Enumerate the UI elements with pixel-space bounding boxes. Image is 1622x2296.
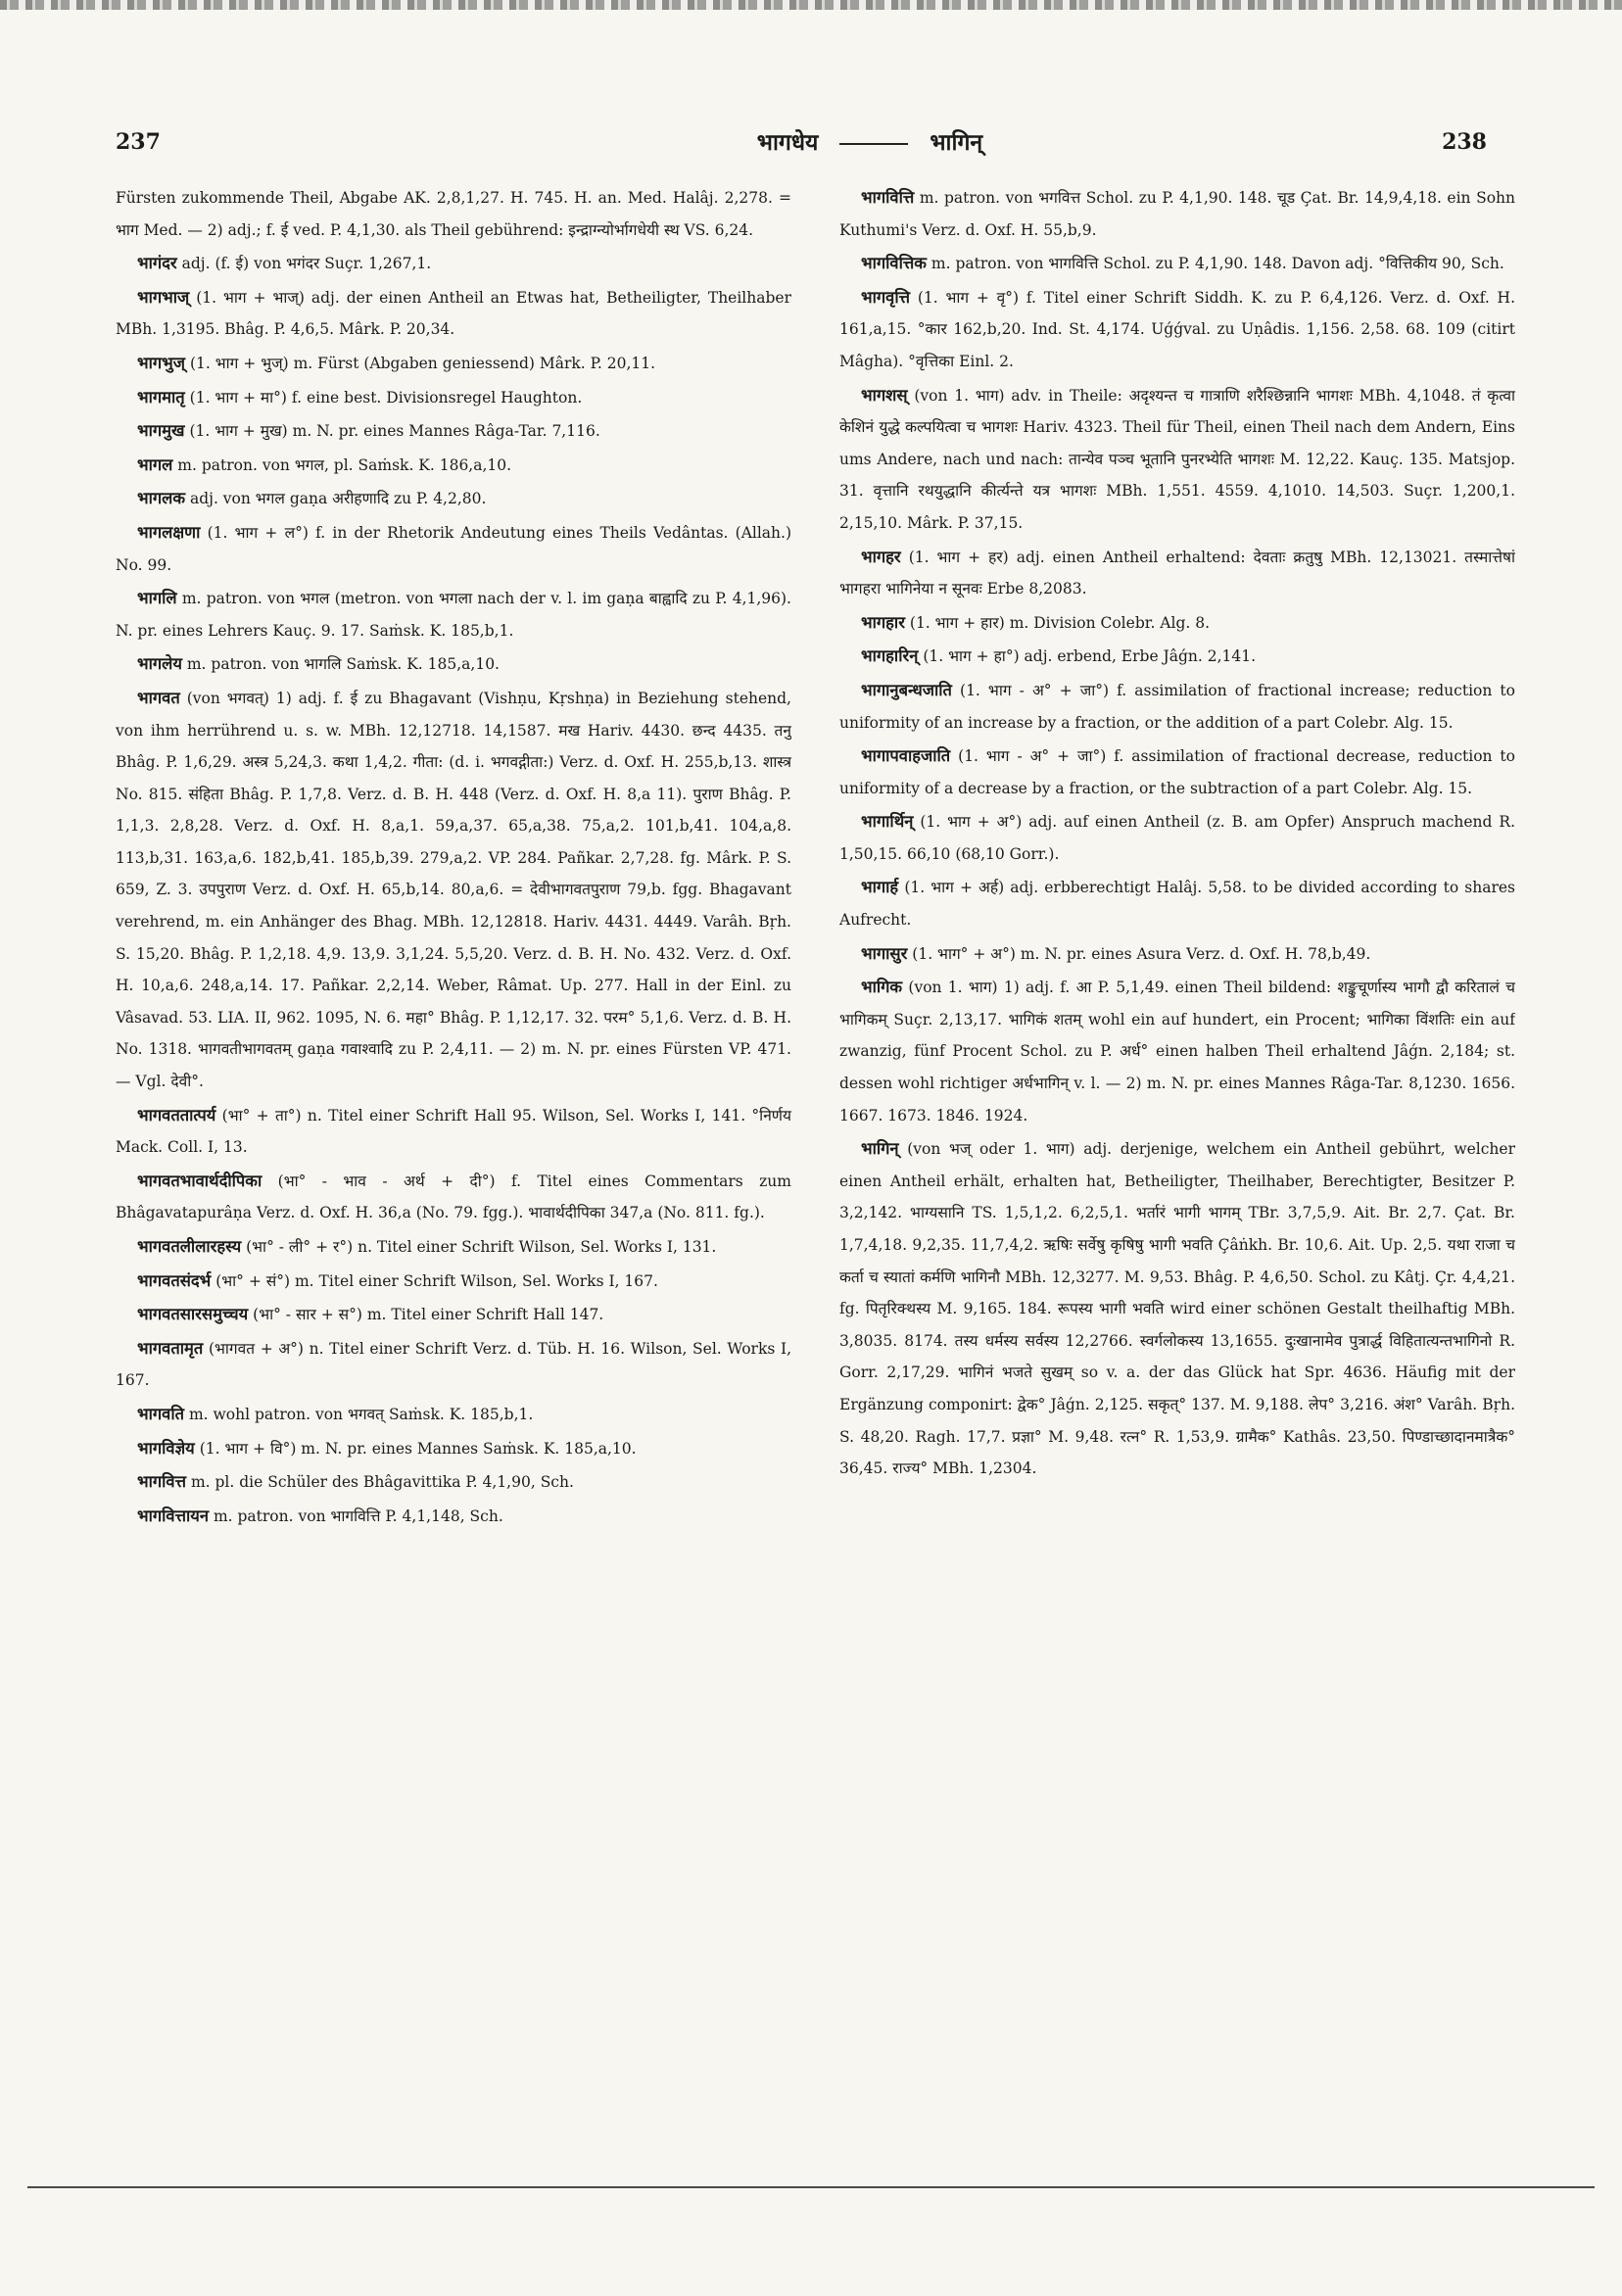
dictionary-entry — [839, 972, 1515, 1131]
entry-headword: भागासुर — [861, 943, 908, 963]
dictionary-entry — [116, 1266, 791, 1298]
dictionary-entry — [839, 675, 1515, 739]
entry-headword: भागभाज् — [137, 287, 190, 307]
dictionary-entry — [116, 1231, 791, 1264]
dictionary-entry — [116, 1399, 791, 1431]
entry-text: m. patron. von भागलि Saṁsk. K. 185,a,10. — [186, 655, 500, 674]
entry-text: (भा° - सार + स°) m. Titel einer Schrift Hall 147. — [253, 1306, 604, 1324]
dictionary-entry — [116, 583, 791, 646]
entry-headword: भागार्ह — [861, 878, 899, 897]
entry-text: (1. भाग + भुज्) m. Fürst (Abgaben geniessend) Mârk. P. 20,11. — [189, 354, 656, 372]
entry-headword: भागार्थिन् — [861, 812, 914, 832]
entry-text: adj. (f. ई) von भगंदर Suçr. 1,267,1. — [181, 255, 432, 273]
dictionary-entry — [116, 648, 791, 681]
entry-text: (1. भाग + हर) adj. einen Antheil erhaltend: देवताः क्रतुषु MBh. 12,13021. तस्मात्तेषां भागहरा भागिनेया न सूनवः Erbe 8,2083. — [839, 548, 1515, 598]
left-column — [116, 182, 791, 2092]
dictionary-entry — [839, 182, 1515, 246]
entry-headword: भागमातृ — [137, 387, 185, 407]
dictionary-entry — [116, 1299, 791, 1331]
entry-text: (von 1. भाग) adv. in Theile: अदृश्यन्त च गात्राणि शरैश्छिन्नानि भागशः MBh. 4,1048. तं कृत्वा केशिनं युद्धे कल्पयित्वा च भागशः Hariv. 4323. Theil für Theil, einen Theil nach dem Andern, Eins ums Andere, nach und nach: तान्येव पञ्च भूतानि पुनरभ्येति भागशः M. 12,22. Kauç. 135. Matsjop. 31. वृत्तानि रथयुद्धानि कीर्त्यन्ते यत्र भागशः MBh. 1,551. 4559. 4,1010. 14,503. Suçr. 1,200,1. 2,15,10. Mârk. P. 37,15. — [839, 386, 1515, 532]
dictionary-entry — [116, 415, 791, 448]
entry-headword: भागहारिन् — [861, 646, 919, 666]
entry-text: m. wohl patron. von भगवत् Saṁsk. K. 185,b,1. — [188, 1405, 534, 1423]
entry-headword: भागलक्षणा — [137, 522, 201, 542]
right-page-number: 238 — [1442, 129, 1487, 155]
dictionary-entry — [116, 1501, 791, 1533]
entry-text: Fürsten zukommende Theil, Abgabe AK. 2,8,1,27. H. 745. H. an. Med. Halâj. 2,278. = भाग Med. — 2) adj.; f. ई ved. P. 4,1,30. als Theil gebührend: इन्द्राग्न्योर्भागधेयी स्थ VS. 6,24. — [116, 189, 791, 239]
dictionary-entry — [839, 938, 1515, 971]
entry-text: (1. भाग + हा°) adj. erbend, Erbe Jâǵn. 2,141. — [923, 647, 1257, 666]
entry-text: m. patron. von भगल, pl. Saṁsk. K. 186,a,10. — [177, 455, 512, 474]
entry-text: (1. भाग + भाज्) adj. der einen Antheil an Etwas hat, Betheiligter, Theilhaber MBh. 1,3195. Bhâg. P. 4,6,5. Mârk. P. 20,34. — [116, 288, 791, 339]
dictionary-entry — [116, 483, 791, 515]
entry-headword: भागवतलीलारहस्य — [137, 1237, 242, 1256]
dictionary-entry — [839, 380, 1515, 540]
entry-headword: भागलेय — [137, 654, 182, 674]
entry-text: (1. भाग + अर्ह) adj. erbberechtigt Halâj. 5,58. to be divided according to shares Aufrecht. — [839, 879, 1515, 930]
entry-text: m. patron. von भागवित्ति Schol. zu P. 4,1,90. 148. Davon adj. °वित्तिकीय 90, Sch. — [930, 255, 1504, 273]
entry-text: (1. भाग + ल°) f. in der Rhetorik Andeutung eines Theils Vedântas. (Allah.) No. 99. — [116, 523, 791, 574]
entry-headword: भागलक — [137, 489, 186, 508]
dictionary-entry — [116, 517, 791, 581]
entry-headword: भागवततात्पर्य — [137, 1105, 216, 1124]
entry-text: (1. भाग - अ° + जा°) f. assimilation of fractional decrease, reduction to uniformity of a decrease by a fraction, or the subtraction of a part Colebr. Alg. 15. — [839, 747, 1515, 797]
entry-headword: भागलि — [137, 589, 177, 608]
entry-headword: भागविज्ञेय — [137, 1438, 195, 1458]
entry-headword: भागिन् — [861, 1139, 899, 1159]
dictionary-entry — [839, 607, 1515, 640]
entry-text: m. patron. von भगल (metron. von भगला nach der v. l. im gaṇa बाह्वादि zu P. 4,1,96). N. pr. eines Lehrers Kauç. 9. 17. Saṁsk. K. 185,b,1. — [116, 590, 791, 640]
dictionary-entry — [116, 1166, 791, 1229]
dictionary-entry — [839, 542, 1515, 605]
entry-headword: भागहर — [861, 547, 901, 566]
entry-text: (भागवत + अ°) n. Titel einer Schrift Verz. d. Tüb. H. 16. Wilson, Sel. Works I, 167. — [116, 1339, 791, 1390]
dictionary-entry — [116, 348, 791, 380]
scan-edge — [0, 0, 1622, 10]
dictionary-entry — [116, 1100, 791, 1164]
entry-headword: भागवतभावार्थदीपिका — [137, 1171, 262, 1190]
dictionary-entry — [839, 872, 1515, 935]
entry-headword: भागवत — [137, 688, 180, 707]
entry-headword: भागवतसंदर्भ — [137, 1270, 212, 1290]
entry-text: (भा° + सं°) m. Titel einer Schrift Wilson, Sel. Works I, 167. — [215, 1271, 658, 1290]
dictionary-entry — [116, 1433, 791, 1465]
dictionary-entry — [116, 282, 791, 346]
entry-headword: भागमुख — [137, 421, 185, 441]
dictionary-entry — [116, 1333, 791, 1397]
running-title-left: भागधेय — [756, 129, 819, 156]
page-header — [116, 125, 1487, 168]
entry-text: (1. भाग + मा°) f. eine best. Divisionsregel Haughton. — [189, 388, 583, 407]
entry-text: (भा° + ता°) n. Titel einer Schrift Hall 95. Wilson, Sel. Works I, 141. °निर्णय Mack. Coll. I, 13. — [116, 1106, 791, 1157]
entry-headword: भागंदर — [137, 254, 177, 273]
entry-headword: भागवित्तायन — [137, 1506, 210, 1525]
entry-text: adj. von भगल gaṇa अरीहणादि zu P. 4,2,80. — [189, 490, 487, 508]
entry-text: (von भज् oder 1. भाग) adj. derjenige, welchem ein Antheil gebührt, welcher einen Antheil erhält, erhalten hat, Betheiligter, Theilhaber, Berechtigter, Besitzer P. 3,2,142. भाग्यसानि TS. 1,5,1,2. 6,2,5,1. भर्तारं भागी भागम् TBr. 3,7,5,9. Ait. Br. 2,7. Çat. Br. 1,7,4,18. 9,2,35. 11,7,4,2. ऋषिः सर्वेषु कृषिषु भागी भवति Çâṅkh. Br. 10,6. Ait. Up. 2,5. यथा राजा च कर्ता च स्यातां कर्मणि भागिनौ MBh. 12,3277. M. 9,53. Bhâg. P. 4,6,50. Schol. zu Kâtj. Çr. 4,4,21. fg. पितृरिक्थस्य M. 9,165. 184. रूपस्य भागी भवति wird einer schönen Gestalt theilhaftig MBh. 3,8035. 8174. तस्य धर्मस्य सर्वस्य 12,2766. स्वर्गलोकस्य 13,1655. दुःखानामेव पुत्रार्द्ध विहितात्यन्तभागिनो R. Gorr. 2,17,29. भागिनं भजते सुखम् so v. a. der das Glück hat Spr. 4636. Häufig mit der Ergänzung componirt: द्वेक° Jâǵn. 2,125. सकृत्° 137. M. 9,188. लेप° 3,216. अंश° Varâh. Bṛh. S. 48,20. Ragh. 17,7. प्रज्ञा° M. 9,48. रत्न° R. 1,53,9. ग्रामैक° Kathâs. 23,50. पिण्डाच्छादानमात्रैक° 36,45. राज्य° MBh. 1,2304. — [839, 1140, 1515, 1478]
dictionary-entry — [839, 1133, 1515, 1485]
entry-headword: भागापवाहजाति — [861, 746, 951, 766]
dictionary-entry — [116, 182, 791, 246]
dictionary-entry — [116, 683, 791, 1098]
entry-headword: भागानुबन्धजाति — [861, 680, 952, 699]
dictionary-entry — [116, 450, 791, 482]
entry-headword: भागिक — [861, 978, 903, 997]
dictionary-entry — [116, 1466, 791, 1499]
dictionary-entry — [839, 741, 1515, 804]
entry-text: (1. भाग + अ°) adj. auf einen Antheil (z. B. am Opfer) Anspruch machend R. 1,50,15. 66,10 (68,10 Gorr.). — [839, 813, 1515, 863]
entry-headword: भागवतसारसमुच्चय — [137, 1305, 249, 1324]
entry-headword: भागभुज् — [137, 353, 186, 372]
entry-text: (1. भाग + मुख) m. N. pr. eines Mannes Râga-Tar. 7,116. — [189, 422, 600, 441]
entry-text: m. patron. von भगवित्त Schol. zu P. 4,1,90. 148. चूड Çat. Br. 14,9,4,18. ein Sohn Kuthumi's Verz. d. Oxf. H. 55,b,9. — [839, 189, 1515, 239]
bottom-rule — [27, 2186, 1595, 2188]
dictionary-entry — [839, 641, 1515, 673]
entry-headword: भागल — [137, 454, 173, 474]
entry-headword: भागवित्तिक — [861, 254, 927, 273]
entry-headword: भागवतामृत — [137, 1338, 204, 1358]
entry-text: (1. भाग + वृ°) f. Titel einer Schrift Siddh. K. zu P. 6,4,126. Verz. d. Oxf. H. 161,a,15. °कार 162,b,20. Ind. St. 4,174. Uǵǵval. zu Uṇâdis. 1,156. 2,58. 68. 109 (citirt Mâgha). °वृत्तिका Einl. 2. — [839, 288, 1515, 370]
dictionary-entry — [839, 806, 1515, 870]
entry-text: (भा° - भाव - अर्थ + दी°) f. Titel eines Commentars zum Bhâgavatapurâṇa Verz. d. Oxf. H. 36,a (No. 79. fgg.). भावार्थदीपिका 347,a (No. 811. fg.). — [116, 1172, 791, 1222]
left-page-number: 237 — [116, 129, 161, 155]
entry-headword: भागशस् — [861, 385, 908, 405]
entry-headword: भागवति — [137, 1404, 185, 1423]
running-title-dash — [839, 143, 908, 145]
dictionary-entry — [839, 282, 1515, 378]
running-title-right: भागिन् — [930, 129, 983, 156]
entry-text: (von भगवत्) 1) adj. f. ई zu Bhagavant (Vishṇu, Kṛshṇa) in Beziehung stehend, von ihm herrührend u. s. w. MBh. 12,12718. 14,1587. मख Hariv. 4430. छन्द 4435. तनु Bhâg. P. 1,6,29. अस्त्र 5,24,3. कथा 1,4,2. गीता: (d. i. भगवद्गीता:) Verz. d. Oxf. H. 255,b,13. शास्त्र No. 815. संहिता Bhâg. P. 1,7,8. Verz. d. B. H. 448 (Verz. d. Oxf. H. 8,a 11). पुराण Bhâg. P. 1,1,3. 2,8,28. Verz. d. Oxf. H. 8,a,1. 59,a,37. 65,a,38. 75,a,2. 101,b,41. 104,a,8. 113,b,31. 163,a,6. 182,b,41. 185,b,39. 279,a,2. VP. 284. Pañkar. 2,7,28. fg. Mârk. P. S. 659, Z. 3. उपपुराण Verz. d. Oxf. H. 65,b,14. 80,a,6. = देवीभागवतपुराण 79,b. fgg. Bhagavant verehrend, m. ein Anhänger des Bhag. MBh. 12,12818. Hariv. 4431. 4449. Varâh. Bṛh. S. 15,20. Bhâg. P. 1,2,18. 4,9. 13,9. 3,1,24. 5,5,20. Verz. d. B. H. No. 432. Verz. d. Oxf. H. 10,a,6. 248,a,14. 17. Pañkar. 2,2,14. Weber, Râmat. Up. 277. Hall in der Einl. zu Vâsavad. 53. LIA. II, 962. 1095, N. 6. महा° Bhâg. P. 1,12,17. 32. परम° 5,1,6. Verz. d. B. H. No. 1318. भागवतीभागवतम् gaṇa गवाश्वादि zu P. 2,4,11. — 2) m. N. pr. eines Fürsten VP. 471. — Vgl. देवी°. — [116, 689, 791, 1091]
entry-text: m. patron. von भागवित्ति P. 4,1,148, Sch. — [213, 1507, 503, 1525]
dictionary-entry — [839, 248, 1515, 280]
entry-headword: भागवित्त — [137, 1472, 187, 1492]
entry-text: m. pl. die Schüler des Bhâgavittika P. 4,1,90, Sch. — [190, 1473, 574, 1492]
entry-text: (1. भाग + हार) m. Division Colebr. Alg. 8. — [909, 613, 1211, 632]
entry-text: (भा° - ली° + र°) n. Titel einer Schrift Wilson, Sel. Works I, 131. — [246, 1238, 717, 1256]
entry-headword: भागवृत्ति — [861, 287, 911, 307]
entry-text: (1. भाग + वि°) m. N. pr. eines Mannes Saṁsk. K. 185,a,10. — [199, 1439, 637, 1458]
running-title — [664, 125, 1075, 157]
entry-headword: भागहार — [861, 612, 905, 632]
dictionary-entry — [116, 248, 791, 280]
entry-headword: भागवित्ति — [861, 188, 915, 207]
entry-text: (1. भाग° + अ°) m. N. pr. eines Asura Verz. d. Oxf. H. 78,b,49. — [912, 944, 1371, 963]
dictionary-entry — [116, 382, 791, 414]
entry-text: (1. भाग - अ° + जा°) f. assimilation of fractional increase; reduction to uniformity of an increase by a fraction, or the addition of a part Colebr. Alg. 15. — [839, 681, 1515, 732]
right-column — [839, 182, 1515, 2092]
entry-text: (von 1. भाग) 1) adj. f. आ P. 5,1,49. einen Theil bildend: शङ्कुचूर्णास्य भागौ द्वौ करितालं च भागिकम् Suçr. 2,13,17. भागिकं शतम् wohl ein auf hundert, ein Procent; भागिका विंशतिः ein auf zwanzig, fünf Procent Schol. zu P. अर्ध° einen halben Theil erhaltend Jâǵn. 2,184; st. dessen wohl richtiger अर्धभागिन् v. l. — 2) m. N. pr. eines Mannes Râga-Tar. 8,1230. 1656. 1667. 1673. 1846. 1924. — [839, 979, 1515, 1124]
